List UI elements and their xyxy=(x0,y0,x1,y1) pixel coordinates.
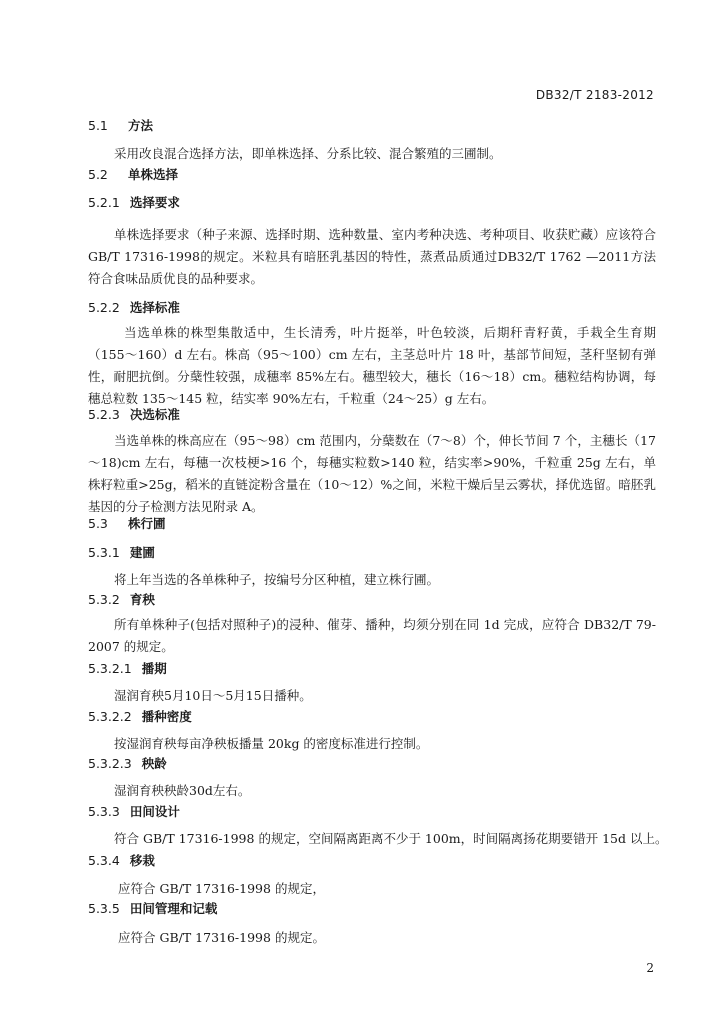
paragraph-5-2-3: 当选单株的株高应在（95～98）cm 范围内，分蘖数在（7～8）个，伸长节间 7 个，主穗长（17～18)cm 左右，每穗一次枝梗>16 个，每穗实粒数>140 粒，结实率>90%，千粒重 25g 左右，单株籽粒重>25g，稻米的直链淀粉含量在（10～12）%之间，米粒干燥后呈云雾状，择优选留。暗胚乳基因的分子检测方法见附录 A。 xyxy=(88,433,656,514)
heading-number: 5.3.1 xyxy=(88,545,120,560)
heading-5-3-2-3 xyxy=(88,754,167,772)
heading-number: 5.3.2.2 xyxy=(88,709,132,724)
heading-5-2-2 xyxy=(88,298,180,316)
heading-5-3-2-1 xyxy=(88,659,167,677)
paragraph-5-1: 采用改良混合选择方法，即单株选择、分系比较、混合繁殖的三圃制。 xyxy=(114,146,502,161)
heading-title: 育秧 xyxy=(129,592,155,607)
heading-5-3-4 xyxy=(88,851,155,869)
heading-title: 播种密度 xyxy=(141,709,192,724)
heading-title: 建圃 xyxy=(129,545,155,560)
heading-5-2 xyxy=(88,165,178,183)
heading-5-3 xyxy=(88,514,166,532)
paragraph-5-3-2-3: 湿润育秧秧龄30d左右。 xyxy=(114,783,251,798)
heading-title: 决选标准 xyxy=(129,407,180,422)
heading-title: 选择要求 xyxy=(129,195,180,210)
heading-title: 秧龄 xyxy=(141,756,167,771)
page-number: 2 xyxy=(646,961,654,975)
paragraph-5-3-2-2: 按湿润育秧每亩净秧板播量 20kg 的密度标准进行控制。 xyxy=(114,736,429,751)
heading-number: 5.2.2 xyxy=(88,300,120,315)
heading-title: 单株选择 xyxy=(128,167,179,182)
heading-number: 5.3.2.3 xyxy=(88,756,132,771)
heading-title: 田间设计 xyxy=(129,804,180,819)
paragraph-5-2-2: 当选单株的株型集散适中，生长清秀，叶片挺举，叶色较淡，后期秆青籽黄，手栽全生育期（155～160）d 左右。株高（95～100）cm 左右，主茎总叶片 18 叶，基部节间短，茎秆坚韧有弹性，耐肥抗倒。分蘖性较强，成穗率 85%左右。穗型较大，穗长（16～18）cm。穗粒结构协调，每穗总粒数 135～145 粒，结实率 90%左右，千粒重（24～25）g 左右。 xyxy=(88,325,656,406)
heading-title: 选择标准 xyxy=(129,300,180,315)
heading-number: 5.2.1 xyxy=(88,195,120,210)
heading-5-3-5 xyxy=(88,899,217,917)
heading-number: 5.2.3 xyxy=(88,407,120,422)
heading-5-2-1 xyxy=(88,193,180,211)
heading-number: 5.3.2.1 xyxy=(88,661,132,676)
heading-5-3-3 xyxy=(88,802,180,820)
heading-number: 5.1 xyxy=(88,118,108,133)
heading-number: 5.3.4 xyxy=(88,853,120,868)
paragraph-5-3-3: 符合 GB/T 17316-1998 的规定，空间隔离距离不少于 100m，时间隔离扬花期要错开 15d 以上。 xyxy=(114,831,668,846)
heading-5-3-1 xyxy=(88,543,155,561)
heading-title: 田间管理和记载 xyxy=(129,901,218,916)
document-code: DB32/T 2183-2012 xyxy=(535,88,654,102)
heading-5-3-2-2 xyxy=(88,707,192,725)
heading-5-3-2 xyxy=(88,590,155,608)
heading-number: 5.3.5 xyxy=(88,901,120,916)
heading-number: 5.3.3 xyxy=(88,804,120,819)
heading-number: 5.3 xyxy=(88,516,108,531)
paragraph-5-3-1: 将上年当选的各单株种子，按编号分区种植，建立株行圃。 xyxy=(114,572,440,587)
paragraph-5-2-1: 单株选择要求（种子来源、选择时期、选种数量、室内考种决选、考种项目、收获贮藏）应该符合GB/T 17316-1998的规定。米粒具有暗胚乳基因的特性，蒸煮品质通过DB32/T 1762 —2011方法符合食味品质优良的品种要求。 xyxy=(88,227,656,286)
heading-number: 5.2 xyxy=(88,167,108,182)
heading-title: 移栽 xyxy=(129,853,155,868)
heading-5-1 xyxy=(88,116,153,134)
paragraph-5-3-2: 所有单株种子(包括对照种子)的浸种、催芽、播种，均须分别在同 1d 完成，应符合 DB32/T 79-2007 的规定。 xyxy=(88,617,656,654)
paragraph-5-3-5: 应符合 GB/T 17316-1998 的规定。 xyxy=(118,930,325,945)
heading-title: 株行圃 xyxy=(128,516,166,531)
heading-title: 播期 xyxy=(141,661,167,676)
paragraph-5-3-2-1: 湿润育秧5月10日～5月15日播种。 xyxy=(114,688,312,703)
heading-title: 方法 xyxy=(128,118,154,133)
paragraph-5-3-4: 应符合 GB/T 17316-1998 的规定， xyxy=(118,881,325,896)
heading-5-2-3 xyxy=(88,405,180,423)
heading-number: 5.3.2 xyxy=(88,592,120,607)
